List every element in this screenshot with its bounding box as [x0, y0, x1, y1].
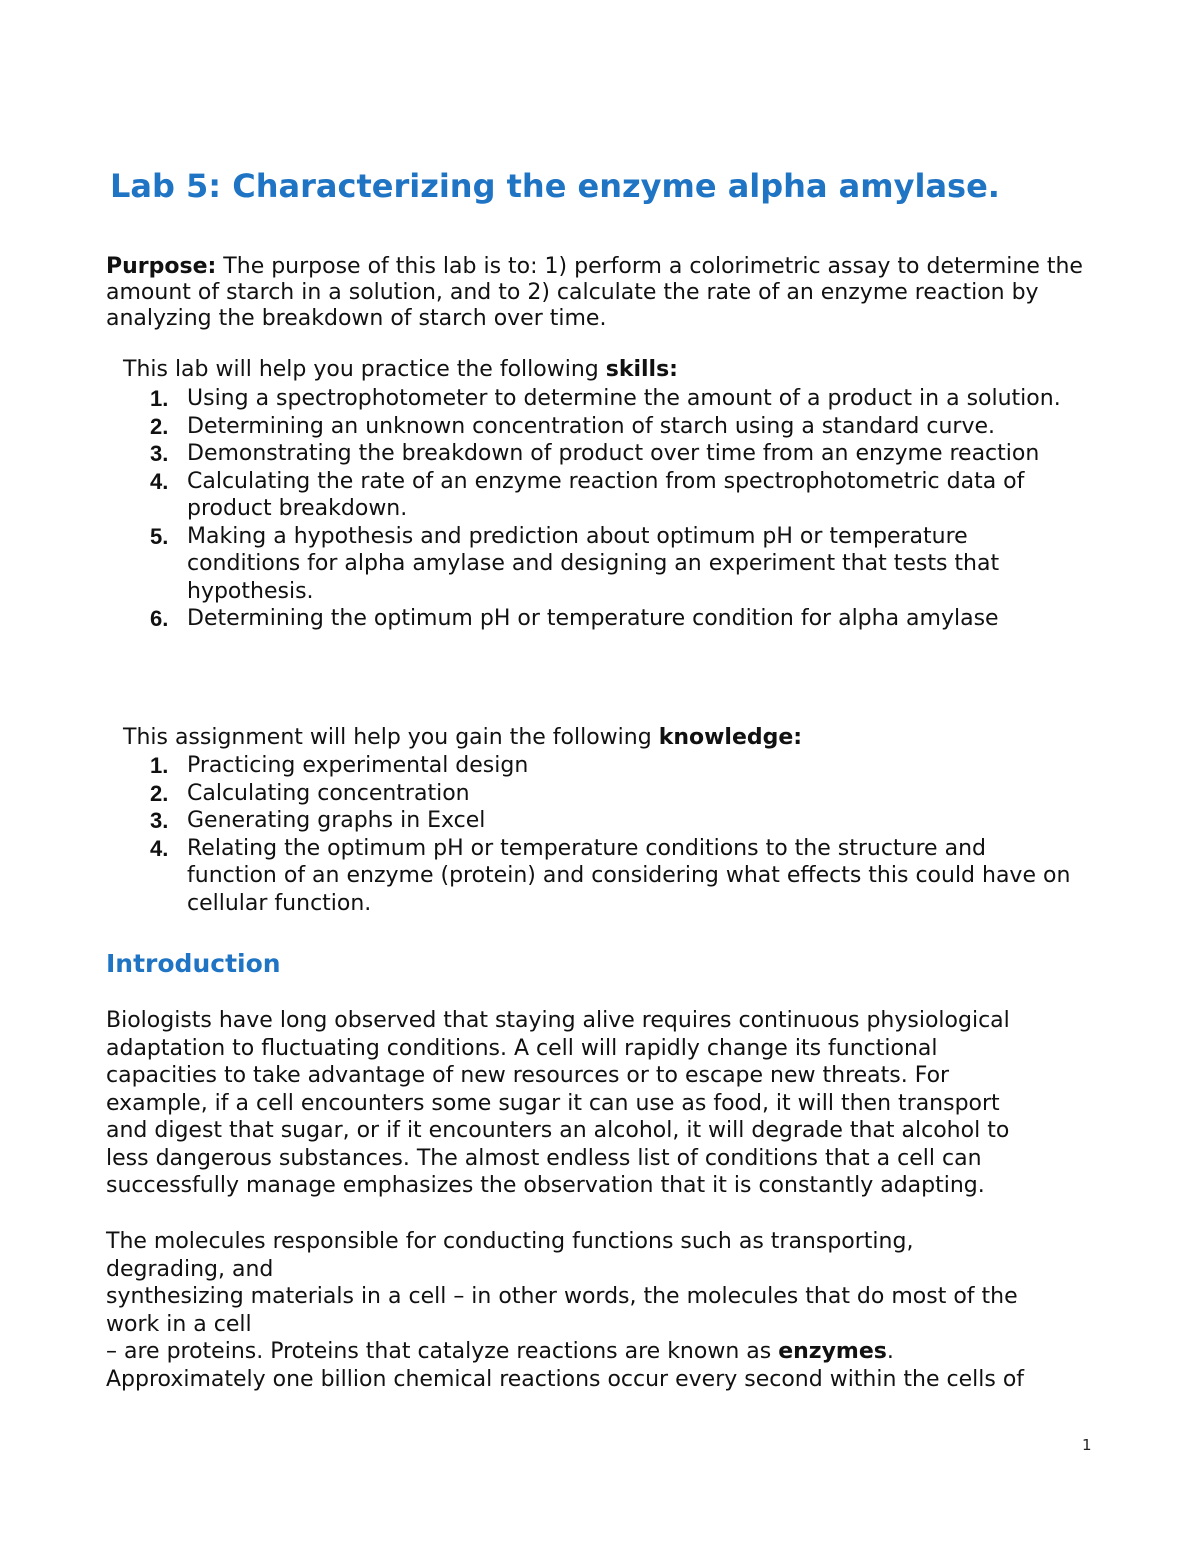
list-number: 2.	[150, 780, 169, 806]
list-number: 1.	[150, 386, 169, 411]
list-item-text: Calculating concentration	[187, 780, 470, 806]
skills-lead-text: This lab will help you practice the following	[123, 357, 606, 382]
paragraph-line: The molecules responsible for conducting functions such as transporting,	[106, 1229, 914, 1254]
list-item	[150, 385, 1080, 413]
knowledge-lead-text: This assignment will help you gain the following	[123, 725, 659, 750]
list-item	[150, 605, 1080, 633]
list-item	[150, 807, 1080, 835]
list-number: 4.	[150, 468, 169, 494]
list-item-text: Relating the optimum pH or temperature conditions to the structure and function of an enzyme (protein) and considering what effects this could have on cellular function.	[187, 835, 1071, 916]
paragraph-line: example, if a cell encounters some sugar it can use as food, it will then transport	[106, 1090, 1000, 1116]
list-number: 4.	[150, 835, 169, 861]
list-number: 3.	[150, 808, 169, 833]
list-number: 2.	[150, 413, 169, 439]
list-number: 6.	[150, 606, 169, 631]
list-item-text: Determining an unknown concentration of starch using a standard curve.	[187, 413, 995, 439]
knowledge-list	[150, 752, 1080, 917]
list-item	[150, 523, 1080, 606]
introduction-heading: Introduction	[106, 949, 281, 978]
paragraph-line: less dangerous substances. The almost endless list of conditions that a cell can	[106, 1145, 982, 1171]
introduction-paragraph-1	[106, 1007, 1106, 1200]
paragraph-line: Biologists have long observed that staying alive requires continuous physiological	[106, 1008, 1010, 1033]
purpose-label: Purpose:	[106, 254, 217, 279]
list-item-text: Demonstrating the breakdown of product over time from an enzyme reaction	[187, 441, 1040, 466]
paragraph-line: degrading, and	[106, 1256, 274, 1282]
enzymes-term: enzymes	[778, 1339, 887, 1364]
paragraph-line: successfully manage emphasizes the observation that it is constantly adapting.	[106, 1173, 985, 1198]
knowledge-lead-bold: knowledge:	[658, 725, 803, 750]
skills-lead	[123, 357, 678, 383]
list-item-text: Generating graphs in Excel	[187, 808, 486, 833]
knowledge-lead	[123, 725, 802, 751]
paragraph-line: and digest that sugar, or if it encounters an alcohol, it will degrade that alcohol to	[106, 1118, 1010, 1143]
paragraph-text: – are proteins. Proteins that catalyze reactions are known as	[106, 1339, 779, 1364]
document-title: Lab 5: Characterizing the enzyme alpha amylase.	[110, 167, 1000, 205]
list-item-text: Calculating the rate of an enzyme reaction from spectrophotometric data of product breakdown.	[187, 468, 1025, 521]
paragraph-line	[106, 1338, 1106, 1366]
list-item	[150, 440, 1080, 468]
purpose-text: The purpose of this lab is to: 1) perform a colorimetric assay to determine the amount of starch in a solution, and to 2) calculate the rate of an enzyme reaction by analyzing the breakdown of starch over time.	[106, 254, 1083, 331]
skills-lead-bold: skills:	[605, 357, 678, 382]
paragraph-line: adaptation to fluctuating conditions. A cell will rapidly change its functional	[106, 1035, 938, 1061]
list-number: 5.	[150, 523, 169, 549]
list-item	[150, 413, 1080, 441]
skills-list	[150, 385, 1080, 633]
list-item-text: Making a hypothesis and prediction about optimum pH or temperature conditions for alpha amylase and designing an experiment that tests that hypothesis.	[187, 523, 1000, 604]
list-item-text: Practicing experimental design	[187, 753, 529, 778]
list-item-text: Determining the optimum pH or temperature condition for alpha amylase	[187, 606, 999, 631]
page-number: 1	[1082, 1436, 1092, 1454]
purpose-paragraph	[106, 254, 1106, 332]
paragraph-line: synthesizing materials in a cell – in other words, the molecules that do most of the	[106, 1284, 1018, 1309]
paragraph-text: .	[886, 1339, 894, 1364]
paragraph-line: work in a cell	[106, 1311, 252, 1337]
paragraph-line: capacities to take advantage of new resources or to escape new threats. For	[106, 1063, 950, 1088]
list-item	[150, 468, 1080, 523]
list-item	[150, 835, 1080, 918]
list-number: 3.	[150, 441, 169, 466]
introduction-paragraph-2	[106, 1228, 1106, 1393]
list-item	[150, 780, 1080, 808]
list-item-text: Using a spectrophotometer to determine the amount of a product in a solution.	[187, 386, 1061, 411]
list-item	[150, 752, 1080, 780]
list-number: 1.	[150, 753, 169, 778]
paragraph-line: Approximately one billion chemical reactions occur every second within the cells of	[106, 1366, 1025, 1392]
